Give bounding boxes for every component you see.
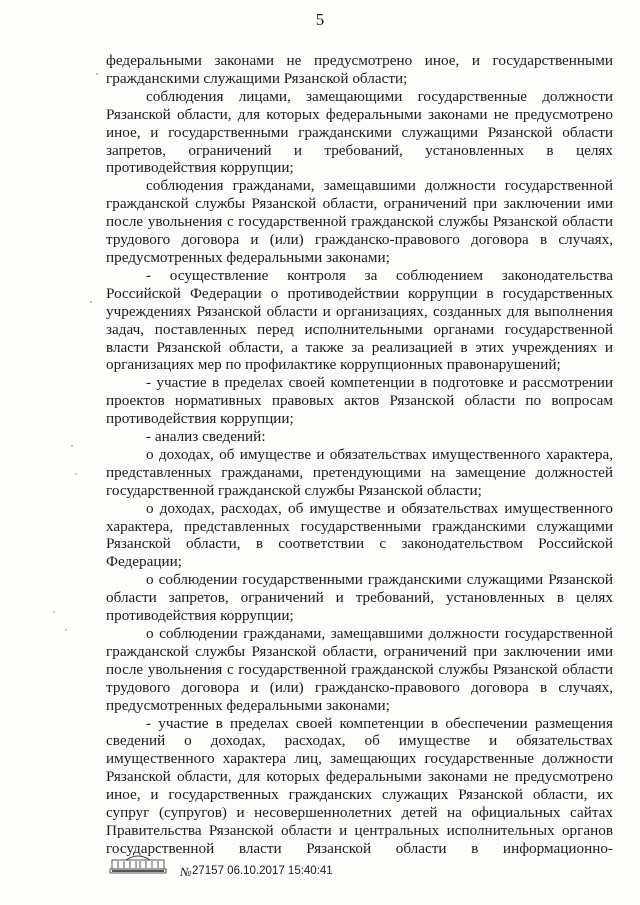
document-footer xyxy=(106,851,406,881)
paragraph: - участие в пределах своей компетенции в подготовке и рассмотрении проектов нормативных правовых актов Рязанской области по вопросам противодействия коррупции; xyxy=(106,374,613,428)
document-registration-stamp: 27157 06.10.2017 15:40:41 xyxy=(192,865,333,877)
document-body xyxy=(106,52,613,858)
paragraph: о доходах, об имуществе и обязательствах имущественного характера, представленных гражданами, претендующими на замещение должностей государственной гражданской службы Рязанской области; xyxy=(106,445,613,499)
paragraph: федеральными законами не предусмотрено иное, и государственными гражданскими служащими Рязанской области; xyxy=(106,52,613,87)
page-number: 5 xyxy=(315,10,325,29)
paragraph: - анализ сведений: xyxy=(146,428,266,446)
government-building-stamp-icon xyxy=(106,851,170,875)
paragraph: о соблюдении государственными гражданскими служащими Рязанской области запретов, ограничений и требований, установленных в целях противодействия коррупции; xyxy=(106,571,613,625)
paragraph: соблюдения гражданами, замещавшими должности государственной гражданской службы Рязанской области, ограничений при заключении ими после увольнения с государственной гражданской службы Рязанской области трудового договора и (или) гражданско-правового договора в случаях, предусмотренных федеральными законами; xyxy=(106,177,613,266)
paragraph: о соблюдении гражданами, замещавшими должности государственной гражданской службы Рязанской области, ограничений при заключении ими после увольнения с государственной гражданской службы Рязанской области трудового договора и (или) гражданско-правового договора в случаях, предусмотренных федеральными законами; xyxy=(106,625,613,714)
paragraph: - осуществление контроля за соблюдением законодательства Российской Федерации о противодействии коррупции в государственных учреждениях Рязанской области и организациях, созданных для выполнения задач, поставленных перед исполнительными органами государственной власти Рязанской области, а также за реализацией в этих учреждениях и организациях мер по профилактике коррупционных правонарушений; xyxy=(106,266,613,374)
paragraph: соблюдения лицами, замещающими государственные должности Рязанской области, для которых федеральными законами не предусмотрено иное, и государственными гражданскими служащими Рязанской области запретов, ограничений и требований, установленных в целях противодействия коррупции; xyxy=(106,87,613,177)
paragraph: о доходах, расходах, об имуществе и обязательствах имущественного характера, представленных государственными гражданскими служащими Рязанской области, в соответствии с законодательством Российской Федерации; xyxy=(106,499,613,571)
number-sign: № xyxy=(180,865,192,879)
paragraph: - участие в пределах своей компетенции в обеспечении размещения сведений о доходах, расходах, об имуществе и обязательствах имущественного характера лиц, замещающих государственные должности Рязанской области, для которых федеральными законами не предусмотрено иное, и государственных гражданских служащих Рязанской области, их супруг (супругов) и несовершеннолетних детей на официальных сайтах Правительства Рязанской области и центральных исполнительных органов государственной власти Рязанской области в информационно- xyxy=(106,714,613,857)
